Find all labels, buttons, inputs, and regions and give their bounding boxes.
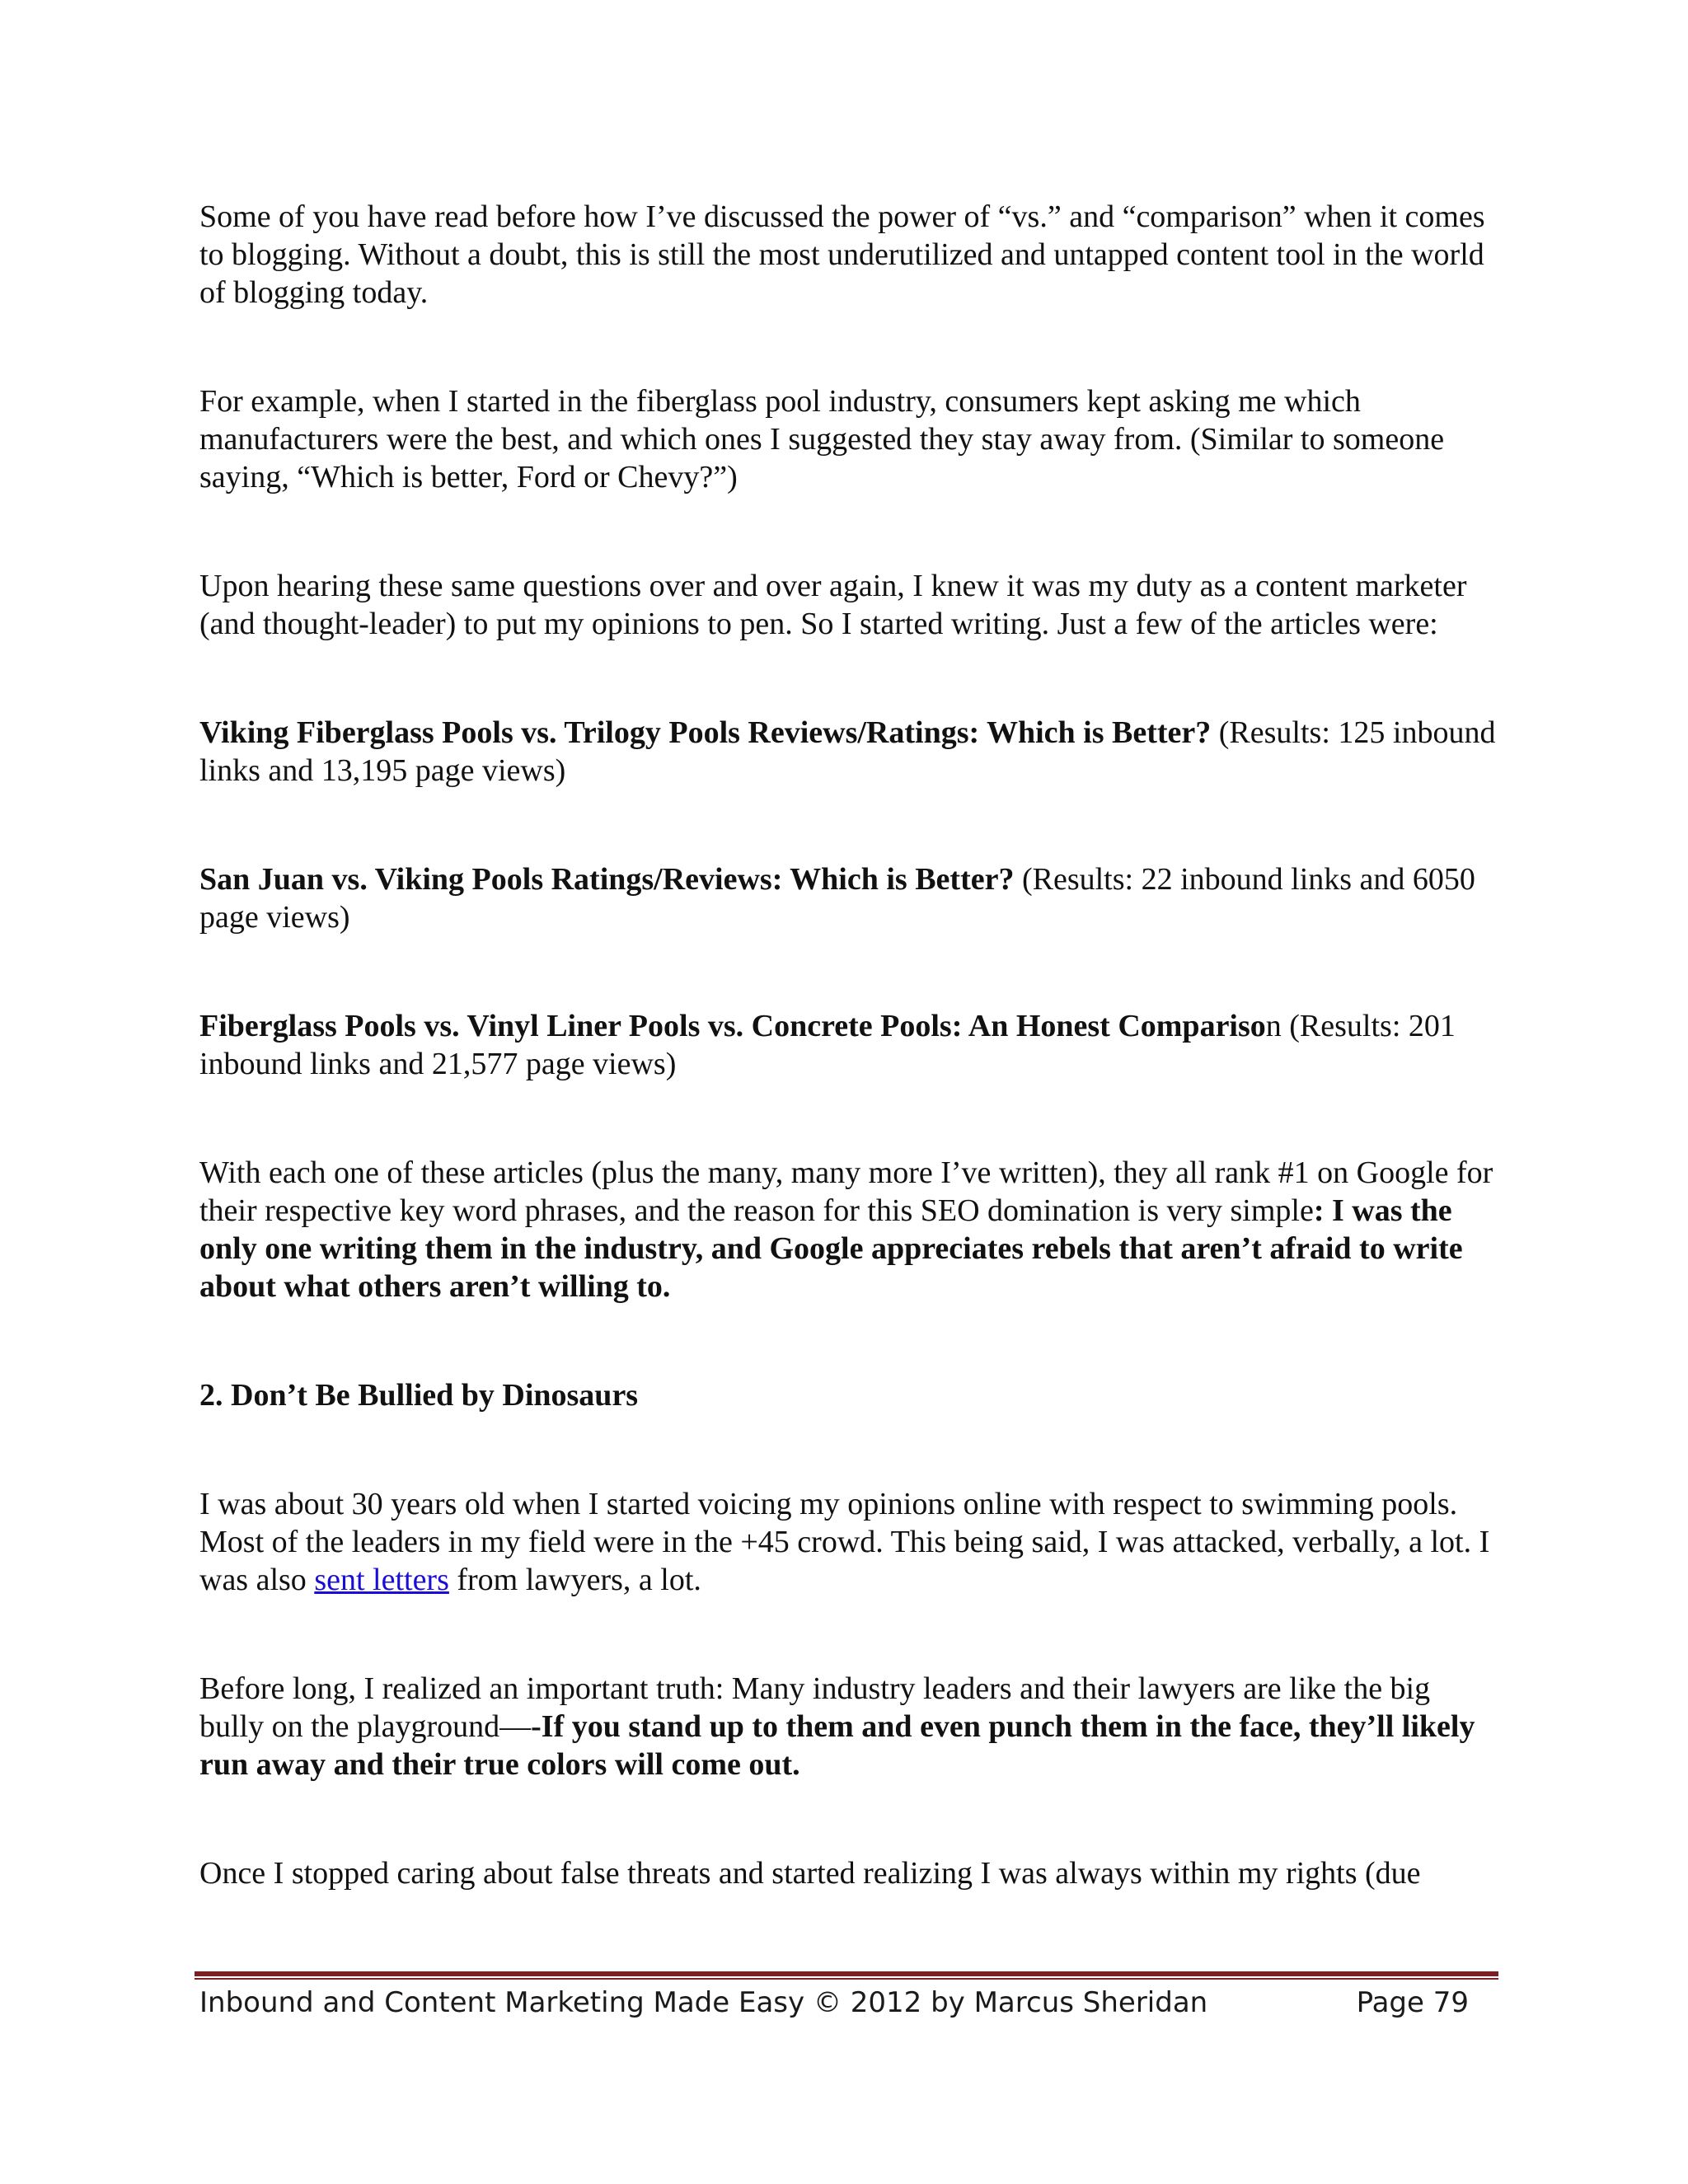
page-footer [199, 1985, 1469, 2021]
article-item-3 [199, 1007, 1502, 1083]
article-title-3: Fiberglass Pools vs. Vinyl Liner Pools vs. Concrete Pools: An Honest Compariso [199, 1009, 1266, 1043]
paragraph-thirty-years [199, 1485, 1502, 1599]
article-title-2: San Juan vs. Viking Pools Ratings/Reviews: Which is Better? [199, 862, 1015, 897]
paragraph-intro: Some of you have read before how I’ve discussed the power of “vs.” and “comparison” when it comes to blogging. Without a doubt, this is still the most underutilized and untapped content tool in the world of blogging today. [199, 199, 1485, 310]
paragraph-bully [199, 1670, 1502, 1783]
paragraph-upon-hearing: Upon hearing these same questions over and over again, I knew it was my duty as a content marketer (and thought-leader) to put my opinions to pen. So I started writing. Just a few of the articles were: [199, 569, 1467, 641]
thirty-years-end: from lawyers, a lot. [448, 1563, 701, 1597]
paragraph-seo-domination [199, 1154, 1502, 1305]
article-item-2 [199, 860, 1502, 936]
page-body [199, 198, 1502, 1963]
footer-rule [195, 1971, 1498, 1980]
bully-text: Before long, I realized an important truth: Many industry leaders and their lawyers are like the big bully on the playground— [199, 1671, 1431, 1744]
seo-text: With each one of these articles (plus the many, many more I’ve written), they all rank #1 on Google for their respective key word phrases, and the reason for this SEO domination is very simple [199, 1155, 1493, 1228]
paragraph-example: For example, when I started in the fiberglass pool industry, consumers kept asking me which manufacturers were the best, and which ones I suggested they stay away from. (Similar to someone saying, “Which is better, Ford or Chevy?”) [199, 384, 1445, 494]
footer-rule-thin [195, 1978, 1498, 1980]
sent-letters-link[interactable]: sent letters [314, 1563, 449, 1597]
article-item-1 [199, 714, 1502, 790]
seo-bold-text: : I was the only one writing them in the industry, and Google appreciates rebels that aren’t afraid to write about what others aren’t willing to. [199, 1193, 1463, 1304]
article-title-1: Viking Fiberglass Pools vs. Trilogy Pools Reviews/Ratings: Which is Better? [199, 715, 1212, 750]
thirty-years-text: I was about 30 years old when I started voicing my opinions online with respect to swimming pools. Most of the leaders in my field were in the +45 crowd. This being said, I was attacked, verbally, a lot. I was also [199, 1487, 1490, 1597]
paragraph-false-threats: Once I stopped caring about false threats and started realizing I was always within my rights (due [199, 1856, 1421, 1891]
bully-bold-text: -If you stand up to them and even punch them in the face, they’ll likely run away and their true colors will come out. [199, 1709, 1475, 1782]
article-results-3: n (Results: 201 inbound links and 21,577 page views) [199, 1009, 1456, 1081]
section-heading: 2. Don’t Be Bullied by Dinosaurs [199, 1378, 639, 1413]
page-number: Page 79 [1356, 1986, 1469, 2019]
article-results-1: (Results: 125 inbound links and 13,195 page views) [199, 715, 1496, 788]
footer-copyright: Inbound and Content Marketing Made Easy © 2012 by Marcus Sheridan [199, 1986, 1208, 2019]
article-results-2: (Results: 22 inbound links and 6050 page views) [199, 862, 1475, 935]
footer-rule-thick [195, 1971, 1498, 1976]
